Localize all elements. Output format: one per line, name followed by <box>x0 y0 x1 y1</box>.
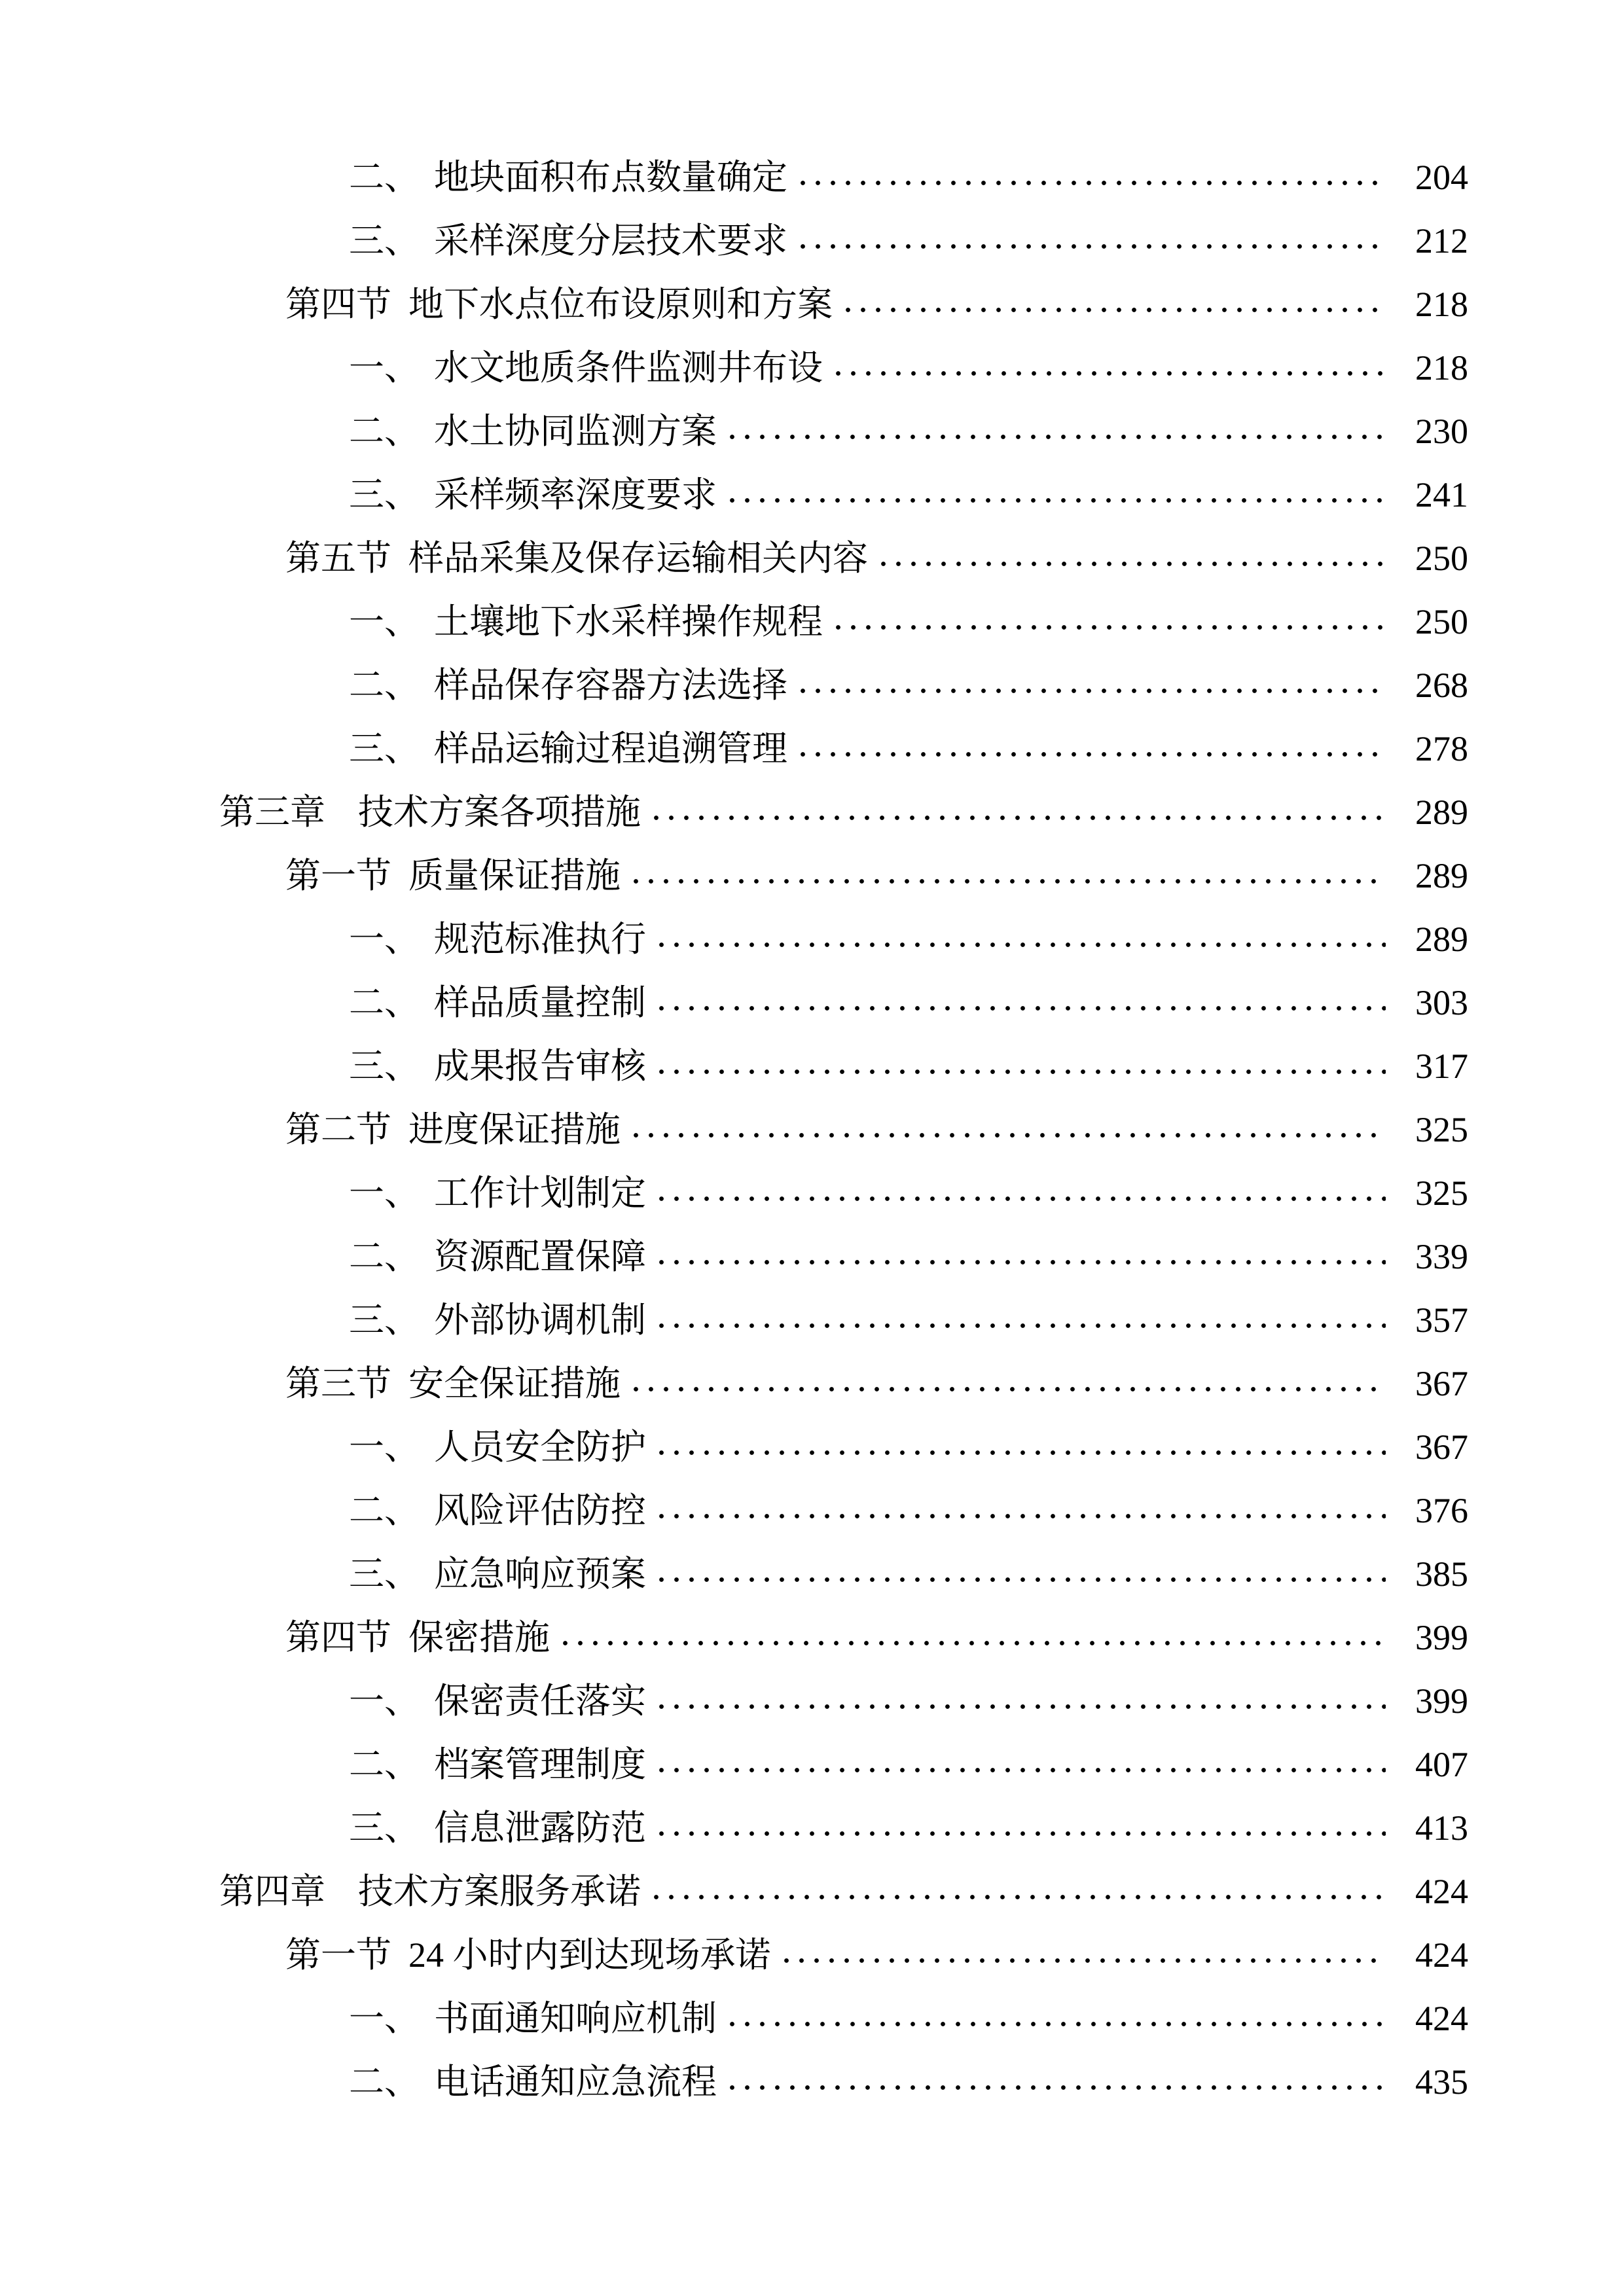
dot-leader <box>659 1289 1386 1352</box>
toc-entry-title: 外部协调机制 <box>434 1300 646 1340</box>
dot-leader <box>634 1352 1386 1416</box>
dot-leader <box>801 146 1386 209</box>
toc-entry[interactable] <box>0 1543 1624 1606</box>
toc-entry-page-number: 250 <box>1415 539 1468 579</box>
toc-entry[interactable] <box>0 1797 1624 1860</box>
toc-entry-page-number: 241 <box>1415 475 1468 515</box>
toc-entry-page-number: 424 <box>1415 1935 1468 1975</box>
toc-list <box>0 146 1624 2114</box>
toc-entry-numbering: 一、 <box>349 348 420 388</box>
toc-entry[interactable] <box>0 463 1624 527</box>
dot-leader <box>730 2051 1386 2114</box>
dot-leader <box>801 654 1386 717</box>
dot-leader <box>659 1797 1386 1860</box>
toc-entry[interactable] <box>0 1860 1624 1924</box>
toc-entry-page-number: 218 <box>1415 285 1468 325</box>
toc-entry-page-number: 218 <box>1415 348 1468 388</box>
toc-entry-title: 样品保存容器方法选择 <box>434 666 787 706</box>
toc-entry-numbering: 第四节 <box>285 1618 391 1658</box>
toc-entry-numbering: 二、 <box>349 1491 420 1531</box>
toc-entry[interactable] <box>0 209 1624 273</box>
toc-entry-numbering: 二、 <box>349 1745 420 1785</box>
toc-entry-page-number: 367 <box>1415 1427 1468 1467</box>
toc-entry[interactable] <box>0 971 1624 1035</box>
toc-entry[interactable] <box>0 1162 1624 1225</box>
toc-entry-page-number: 399 <box>1415 1681 1468 1721</box>
toc-entry-page-number: 289 <box>1415 920 1468 960</box>
toc-entry-numbering: 三、 <box>349 729 420 769</box>
toc-entry[interactable] <box>0 654 1624 717</box>
toc-entry-title: 质量保证措施 <box>408 856 621 896</box>
toc-entry-title: 安全保证措施 <box>408 1364 621 1404</box>
toc-entry-page-number: 250 <box>1415 602 1468 642</box>
dot-leader <box>654 1860 1386 1924</box>
toc-entry[interactable] <box>0 1225 1624 1289</box>
toc-entry[interactable] <box>0 273 1624 336</box>
toc-entry-numbering: 第三节 <box>285 1364 391 1404</box>
toc-entry-title: 样品采集及保存运输相关内容 <box>408 539 868 579</box>
toc-entry-numbering: 三、 <box>349 221 420 261</box>
dot-leader <box>659 971 1386 1035</box>
dot-leader <box>730 400 1386 463</box>
toc-entry-numbering: 第二节 <box>285 1110 391 1150</box>
toc-entry-numbering: 三、 <box>349 1300 420 1340</box>
toc-entry-page-number: 424 <box>1415 1999 1468 2039</box>
toc-entry-title: 采样频率深度要求 <box>434 475 717 515</box>
toc-entry-numbering: 二、 <box>349 158 420 198</box>
dot-leader <box>654 781 1386 844</box>
toc-entry-title: 水文地质条件监测井布设 <box>434 348 823 388</box>
toc-entry-numbering: 一、 <box>349 602 420 642</box>
toc-entry[interactable] <box>0 908 1624 971</box>
toc-entry-page-number: 278 <box>1415 729 1468 769</box>
toc-entry-title: 风险评估防控 <box>434 1491 646 1531</box>
toc-entry-title: 进度保证措施 <box>408 1110 621 1150</box>
toc-entry-numbering: 一、 <box>349 1681 420 1721</box>
dot-leader <box>730 1987 1386 2051</box>
dot-leader <box>801 209 1386 273</box>
toc-entry-title: 样品质量控制 <box>434 983 646 1023</box>
dot-leader <box>659 1543 1386 1606</box>
toc-entry[interactable] <box>0 400 1624 463</box>
dot-leader <box>881 527 1386 590</box>
toc-entry-page-number: 230 <box>1415 412 1468 452</box>
toc-entry-page-number: 385 <box>1415 1554 1468 1594</box>
dot-leader <box>836 590 1386 654</box>
toc-entry[interactable] <box>0 1479 1624 1543</box>
toc-entry[interactable] <box>0 146 1624 209</box>
toc-entry-page-number: 376 <box>1415 1491 1468 1531</box>
toc-entry-title: 保密措施 <box>408 1618 550 1658</box>
toc-entry-title: 技术方案各项措施 <box>358 793 641 833</box>
toc-entry-title: 工作计划制定 <box>434 1174 646 1213</box>
toc-entry-numbering: 三、 <box>349 1047 420 1086</box>
toc-entry-numbering: 第四节 <box>285 285 391 325</box>
toc-entry-page-number: 339 <box>1415 1237 1468 1277</box>
dot-leader <box>659 1035 1386 1098</box>
toc-entry[interactable] <box>0 1987 1624 2051</box>
toc-entry-numbering: 一、 <box>349 1999 420 2039</box>
toc-entry-page-number: 413 <box>1415 1808 1468 1848</box>
toc-entry[interactable] <box>0 1352 1624 1416</box>
toc-entry-title: 应急响应预案 <box>434 1554 646 1594</box>
toc-entry[interactable] <box>0 1098 1624 1162</box>
toc-entry-title: 信息泄露防范 <box>434 1808 646 1848</box>
toc-entry-page-number: 325 <box>1415 1174 1468 1213</box>
toc-entry-page-number: 289 <box>1415 793 1468 833</box>
toc-entry-numbering: 二、 <box>349 1237 420 1277</box>
toc-entry-numbering: 第三章 <box>219 793 325 833</box>
toc-entry-page-number: 268 <box>1415 666 1468 706</box>
toc-entry[interactable] <box>0 781 1624 844</box>
toc-entry-numbering: 第五节 <box>285 539 391 579</box>
dot-leader <box>836 336 1386 400</box>
toc-entry-page-number: 204 <box>1415 158 1468 198</box>
toc-entry-numbering: 三、 <box>349 1554 420 1594</box>
toc-entry-numbering: 第一节 <box>285 1935 391 1975</box>
toc-entry[interactable] <box>0 717 1624 781</box>
toc-entry[interactable] <box>0 336 1624 400</box>
toc-entry[interactable] <box>0 1416 1624 1479</box>
dot-leader <box>634 1098 1386 1162</box>
toc-entry-page-number: 325 <box>1415 1110 1468 1150</box>
toc-entry-title: 土壤地下水采样操作规程 <box>434 602 823 642</box>
toc-entry-title: 采样深度分层技术要求 <box>434 221 787 261</box>
dot-leader <box>659 1162 1386 1225</box>
toc-entry-numbering: 一、 <box>349 1174 420 1213</box>
toc-entry[interactable] <box>0 1289 1624 1352</box>
toc-entry[interactable] <box>0 1606 1624 1670</box>
toc-entry[interactable] <box>0 1733 1624 1797</box>
toc-entry-numbering: 第四章 <box>219 1872 325 1912</box>
toc-entry-numbering: 二、 <box>349 412 420 452</box>
toc-entry-title: 24 小时内到达现场承诺 <box>408 1935 771 1975</box>
toc-entry-numbering: 三、 <box>349 1808 420 1848</box>
dot-leader <box>846 273 1386 336</box>
toc-entry-page-number: 317 <box>1415 1047 1468 1086</box>
toc-entry-numbering: 二、 <box>349 983 420 1023</box>
toc-entry-title: 书面通知响应机制 <box>434 1999 717 2039</box>
toc-entry-page-number: 407 <box>1415 1745 1468 1785</box>
toc-entry-numbering: 一、 <box>349 1427 420 1467</box>
toc-entry-title: 人员安全防护 <box>434 1427 646 1467</box>
dot-leader <box>659 1479 1386 1543</box>
toc-entry[interactable] <box>0 590 1624 654</box>
toc-entry-title: 电话通知应急流程 <box>434 2062 717 2102</box>
toc-entry[interactable] <box>0 1035 1624 1098</box>
toc-entry-page-number: 435 <box>1415 2062 1468 2102</box>
dot-leader <box>659 908 1386 971</box>
toc-entry-page-number: 357 <box>1415 1300 1468 1340</box>
toc-entry-title: 技术方案服务承诺 <box>358 1872 641 1912</box>
toc-entry-numbering: 二、 <box>349 2062 420 2102</box>
dot-leader <box>801 717 1386 781</box>
toc-entry-title: 样品运输过程追溯管理 <box>434 729 787 769</box>
toc-entry[interactable] <box>0 1670 1624 1733</box>
toc-entry-title: 档案管理制度 <box>434 1745 646 1785</box>
dot-leader <box>659 1670 1386 1733</box>
toc-entry-page-number: 212 <box>1415 221 1468 261</box>
toc-entry-title: 地下水点位布设原则和方案 <box>408 285 833 325</box>
toc-entry-page-number: 303 <box>1415 983 1468 1023</box>
dot-leader <box>563 1606 1386 1670</box>
toc-entry-numbering: 第一节 <box>285 856 391 896</box>
toc-entry-page-number: 289 <box>1415 856 1468 896</box>
toc-entry[interactable] <box>0 844 1624 908</box>
dot-leader <box>784 1924 1386 1987</box>
toc-entry[interactable] <box>0 527 1624 590</box>
dot-leader <box>634 844 1386 908</box>
toc-entry-title: 成果报告审核 <box>434 1047 646 1086</box>
toc-entry-numbering: 二、 <box>349 666 420 706</box>
toc-entry-numbering: 一、 <box>349 920 420 960</box>
dot-leader <box>659 1225 1386 1289</box>
toc-entry[interactable] <box>0 1924 1624 1987</box>
toc-entry-title: 规范标准执行 <box>434 920 646 960</box>
toc-entry-title: 地块面积布点数量确定 <box>434 158 787 198</box>
toc-entry-title: 保密责任落实 <box>434 1681 646 1721</box>
toc-entry-page-number: 424 <box>1415 1872 1468 1912</box>
dot-leader <box>659 1416 1386 1479</box>
toc-entry-page-number: 399 <box>1415 1618 1468 1658</box>
toc-entry[interactable] <box>0 2051 1624 2114</box>
toc-entry-title: 资源配置保障 <box>434 1237 646 1277</box>
dot-leader <box>659 1733 1386 1797</box>
toc-entry-numbering: 三、 <box>349 475 420 515</box>
toc-entry-page-number: 367 <box>1415 1364 1468 1404</box>
dot-leader <box>730 463 1386 527</box>
toc-entry-title: 水土协同监测方案 <box>434 412 717 452</box>
